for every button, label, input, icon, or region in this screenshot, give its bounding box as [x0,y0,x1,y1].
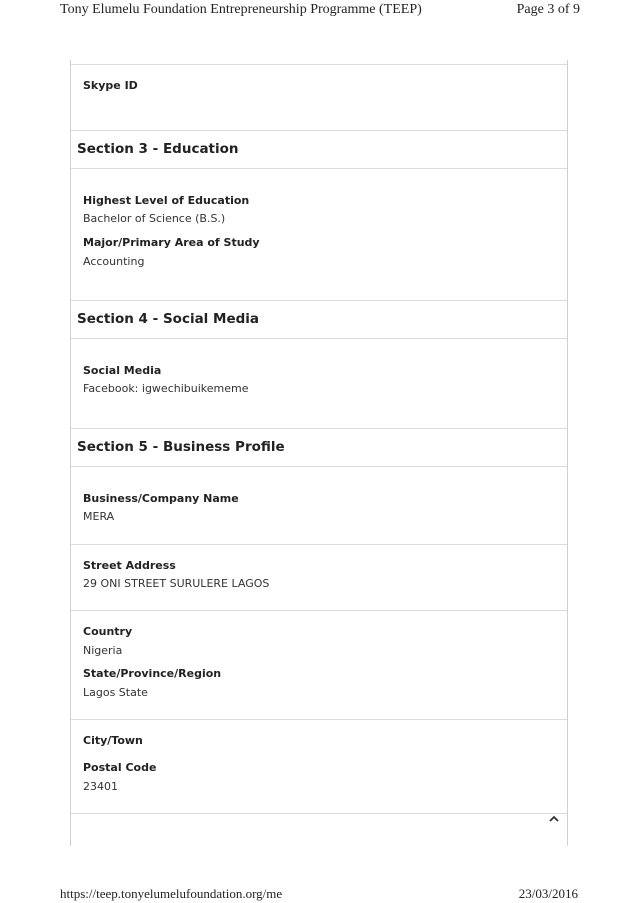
company-name-value: MERA [83,510,115,523]
major-value: Accounting [83,255,145,268]
section-3-header [71,130,567,168]
social-media-block [71,338,567,428]
page-number: Page 3 of 9 [516,2,580,17]
document-title: Tony Elumelu Foundation Entrepreneurship Programme (TEEP) [60,2,422,17]
city-label: City/Town [83,734,143,747]
social-media-value: Facebook: igwechibuikememe [83,382,249,395]
page-url: https://teep.tonyelumelufoundation.org/me [60,886,283,901]
state-value: Lagos State [83,686,148,699]
social-media-label: Social Media [83,364,162,377]
postal-code-value: 23401 [83,780,118,793]
street-address-block [71,544,567,610]
city-postal-block [71,719,567,813]
education-block [71,168,567,300]
street-address-label: Street Address [83,559,176,572]
company-name-label: Business/Company Name [83,492,239,505]
education-label: Highest Level of Education [83,194,250,207]
skype-field [71,64,567,130]
postal-code-label: Postal Code [83,761,157,774]
company-name-block [71,466,567,544]
print-header [0,0,638,20]
section-5-header [71,428,567,466]
education-value: Bachelor of Science (B.S.) [83,212,226,225]
country-label: Country [83,625,133,638]
print-footer [0,886,638,902]
country-value: Nigeria [83,644,123,657]
skype-label: Skype ID [83,79,138,92]
bottom-divider [71,813,567,814]
print-date: 23/03/2016 [518,886,578,901]
section-4-header [71,300,567,338]
country-state-block [71,610,567,719]
street-address-value: 29 ONI STREET SURULERE LAGOS [83,577,270,590]
form-frame [70,60,568,846]
section-3-title: Section 3 - Education [77,141,239,157]
chevron-up-icon[interactable] [547,812,561,826]
state-label: State/Province/Region [83,667,222,680]
major-label: Major/Primary Area of Study [83,236,260,249]
section-4-title: Section 4 - Social Media [77,311,259,327]
section-5-title: Section 5 - Business Profile [77,439,285,455]
